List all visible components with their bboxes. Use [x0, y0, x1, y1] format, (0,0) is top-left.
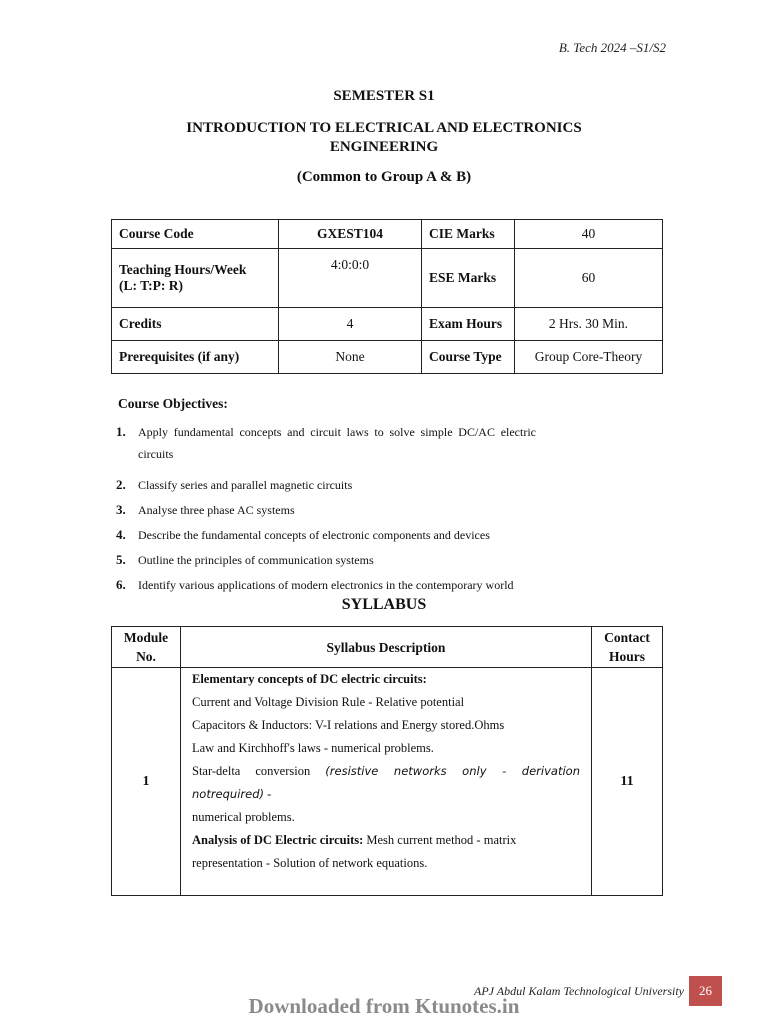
cie-marks-label: CIE Marks [422, 220, 515, 249]
objectives-title: Course Objectives: [118, 396, 228, 411]
list-item [116, 421, 536, 465]
desc-line: Law and Kirchhoff's laws - numerical problems. [192, 741, 434, 755]
desc-text: Star-delta conversion [192, 764, 326, 778]
table-row [112, 249, 663, 308]
course-title [0, 119, 768, 157]
page-number: 26 [689, 976, 722, 1006]
module-heading-dc-concepts: Elementary concepts of DC electric circuits: [192, 672, 427, 686]
syllabus-title: SYLLABUS [341, 596, 427, 613]
module-column-header [112, 627, 181, 668]
course-code-value: GXEST104 [279, 220, 422, 249]
contact-header-line1: Contact [604, 630, 650, 645]
list-text: Describe the fundamental concepts of electronic components and devices [138, 528, 490, 542]
download-watermark: Downloaded from Ktunotes.in [248, 994, 520, 1018]
university-footer: APJ Abdul Kalam Technological University [474, 984, 684, 998]
teaching-hours-label-line2: (L: T:P: R) [119, 278, 183, 293]
list-text: Apply fundamental concepts and circuit laws to solve simple DC/AC electric circuits [138, 425, 536, 461]
desc-text: - [264, 787, 272, 801]
course-code-label: Course Code [112, 220, 279, 249]
list-number: 4. [116, 527, 126, 542]
list-text: Outline the principles of communication systems [138, 553, 374, 567]
teaching-hours-label [112, 249, 279, 308]
cie-marks-value: 40 [515, 220, 663, 249]
table-row [112, 341, 663, 374]
ese-marks-value: 60 [515, 249, 663, 308]
exam-hours-value: 2 Hrs. 30 Min. [515, 308, 663, 341]
list-item [116, 499, 536, 521]
course-title-line1: INTRODUCTION TO ELECTRICAL AND ELECTRONICS [186, 120, 582, 136]
desc-text: Mesh current method - matrix [363, 833, 517, 847]
course-info-table [111, 219, 663, 374]
module-number: 1 [112, 668, 181, 896]
desc-line: Capacitors & Inductors: V-I relations and Energy stored.Ohms [192, 718, 505, 732]
prerequisites-label: Prerequisites (if any) [112, 341, 279, 374]
contact-hours-column-header [592, 627, 663, 668]
module-header-line2: No. [136, 649, 156, 664]
table-header-row [112, 627, 663, 668]
list-number: 1. [116, 424, 126, 439]
course-title-line2: ENGINEERING [329, 139, 439, 155]
desc-italic-note: (resistive networks only - derivation notrequired) [192, 764, 580, 801]
course-subtitle: (Common to Group A & B) [296, 169, 472, 185]
syllabus-table [111, 626, 663, 896]
contact-header-line2: Hours [608, 649, 645, 664]
module-description [181, 668, 592, 896]
list-item [116, 574, 536, 596]
list-number: 6. [116, 577, 126, 592]
list-number: 5. [116, 552, 126, 567]
program-header: B. Tech 2024 –S1/S2 [558, 40, 666, 55]
teaching-hours-label-line1: Teaching Hours/Week [119, 262, 247, 277]
course-type-label: Course Type [422, 341, 515, 374]
credits-value: 4 [279, 308, 422, 341]
exam-hours-label: Exam Hours [422, 308, 515, 341]
course-type-value: Group Core-Theory [515, 341, 663, 374]
teaching-hours-value: 4:0:0:0 [279, 249, 422, 308]
objectives-list [116, 421, 536, 605]
list-item [116, 474, 536, 496]
list-item [116, 524, 536, 546]
desc-line [192, 829, 580, 852]
prerequisites-value: None [279, 341, 422, 374]
ese-marks-label: ESE Marks [422, 249, 515, 308]
table-row [112, 308, 663, 341]
contact-hours-value: 11 [592, 668, 663, 896]
desc-line [192, 760, 580, 806]
list-number: 3. [116, 502, 126, 517]
desc-line: numerical problems. [192, 810, 295, 824]
description-column-header: Syllabus Description [181, 627, 592, 668]
table-row [112, 668, 663, 896]
list-text: Identify various applications of modern electronics in the contemporary world [138, 578, 514, 592]
list-number: 2. [116, 477, 126, 492]
module-header-line1: Module [123, 630, 169, 645]
credits-label: Credits [112, 308, 279, 341]
module-heading-dc-analysis: Analysis of DC Electric circuits: [192, 833, 364, 847]
list-text: Analyse three phase AC systems [138, 503, 295, 517]
table-row [112, 220, 663, 249]
desc-line: representation - Solution of network equations. [192, 856, 428, 870]
list-text: Classify series and parallel magnetic circuits [138, 478, 353, 492]
semester-heading: SEMESTER S1 [333, 88, 435, 104]
list-item [116, 549, 536, 571]
desc-line: Current and Voltage Division Rule - Relative potential [192, 695, 465, 709]
